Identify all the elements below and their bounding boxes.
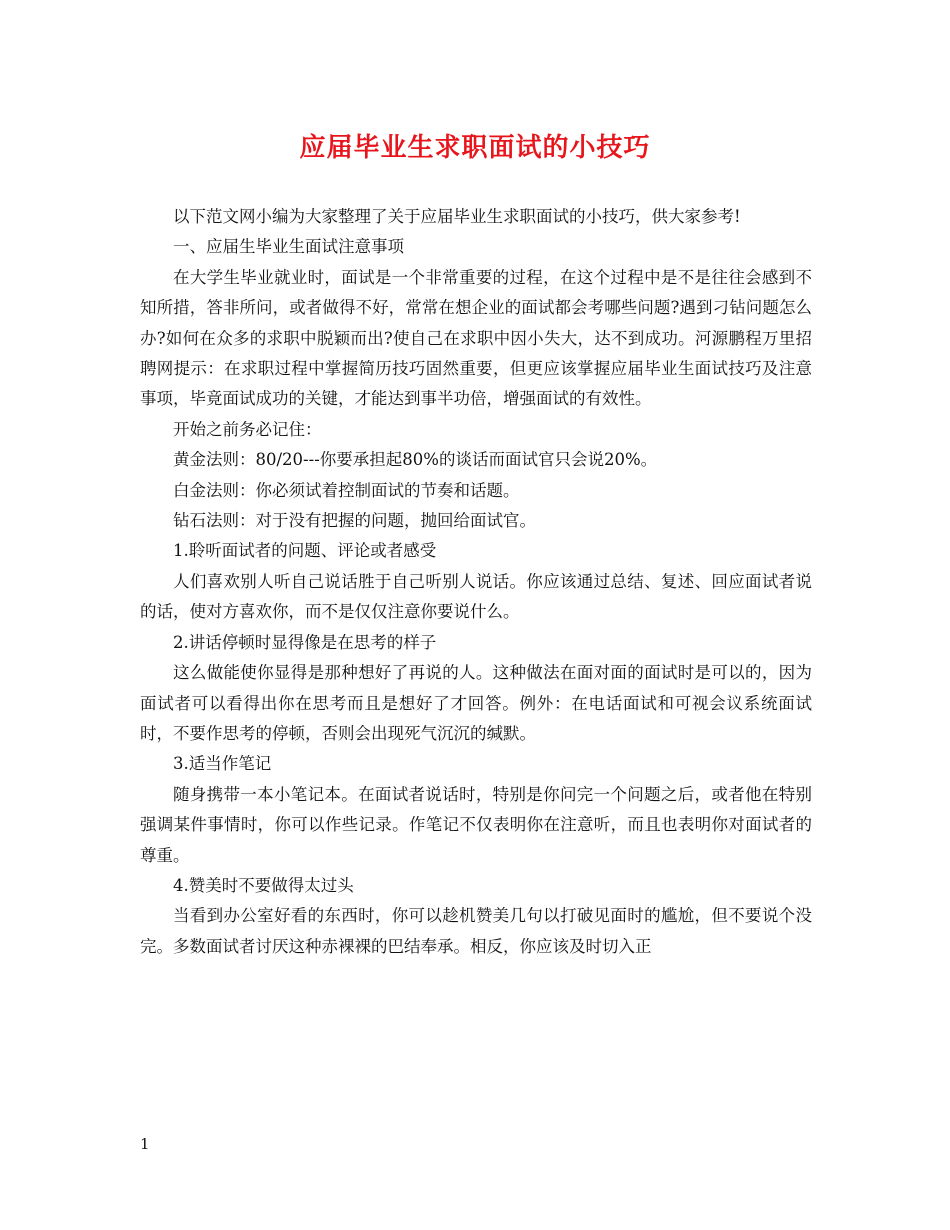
tip-heading-1: 1.聆听面试者的问题、评论或者感受	[173, 541, 437, 561]
tip-body-2: 这么做能使你显得是那种想好了再说的人。这种做法在面对面的面试时是可以的，因为面试者可以看得出你在思考而且是想好了才回答。例外：在电话面试和可视会议系统面试时，不要作思考的停顿，否则会出现死气沉沉的缄默。	[140, 663, 812, 743]
tip-body-1: 人们喜欢别人听自己说话胜于自己听别人说话。你应该通过总结、复述、回应面试者说的话，使对方喜欢你，而不是仅仅注意你要说什么。	[140, 571, 812, 622]
document-title: 应届毕业生求职面试的小技巧	[299, 133, 651, 163]
paragraph-remember: 开始之前务必记住：	[173, 419, 322, 439]
tip-body-3: 随身携带一本小笔记本。在面试者说话时，特别是你问完一个问题之后，或者他在特别强调某件事情时，你可以作些记录。作笔记不仅表明你在注意听，而且也表明你对面试者的尊重。	[140, 784, 812, 865]
paragraph-context: 在大学生毕业就业时，面试是一个非常重要的过程，在这个过程中是不是往往会感到不知所措，答非所问，或者做得不好，常常在想企业的面试都会考哪些问题?遇到刁钻问题怎么办?如何在众多的求职中脱颖而出?使自己在求职中因小失大，达不到成功。河源鹏程万里招聘网提示：在求职过程中掌握简历技巧固然重要，但更应该掌握应届毕业生面试技巧及注意事项，毕竟面试成功的关键，才能达到事半功倍，增强面试的有效性。	[140, 267, 812, 409]
rule-platinum: 白金法则：你必须试着控制面试的节奏和话题。	[173, 480, 520, 500]
rule-diamond: 钻石法则：对于没有把握的问题，抛回给面试官。	[173, 511, 536, 531]
tip-heading-3: 3.适当作笔记	[173, 754, 272, 774]
document-body	[140, 202, 812, 962]
tip-body-4: 当看到办公室好看的东西时，你可以趁机赞美几句以打破见面时的尴尬，但不要说个没完。多数面试者讨厌这种赤裸裸的巴结奉承。相反，你应该及时切入正	[140, 906, 812, 956]
tip-heading-2: 2.讲话停顿时显得像是在思考的样子	[173, 632, 437, 652]
rule-gold: 黄金法则：80/20---你要承担起80%的谈话而面试官只会说20%。	[173, 450, 658, 470]
page-number: 1	[140, 1135, 150, 1153]
paragraph-intro: 以下范文网小编为大家整理了关于应届毕业生求职面试的小技巧，供大家参考!	[173, 207, 741, 226]
section-heading-1: 一、应届生毕业生面试注意事项	[173, 237, 404, 257]
tip-heading-4: 4.赞美时不要做得太过头	[173, 875, 354, 895]
